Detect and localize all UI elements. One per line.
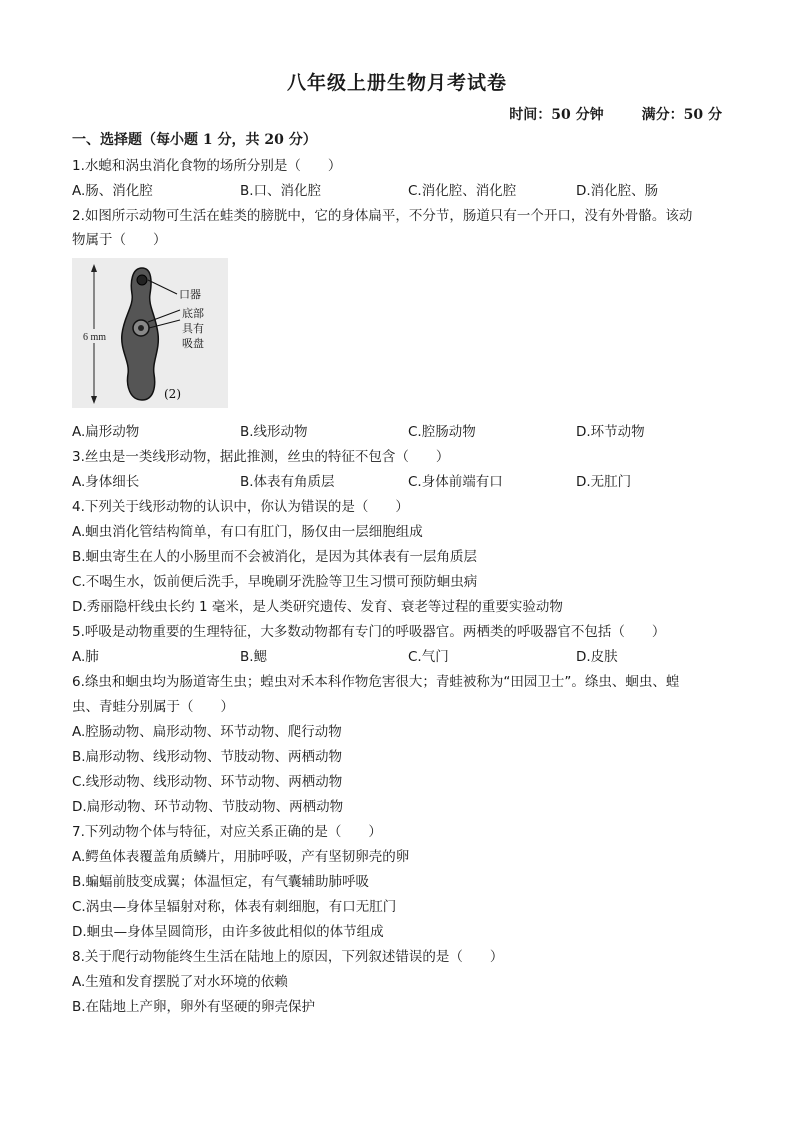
exam-meta (509, 104, 722, 124)
scale-label: 6 mm (83, 332, 107, 343)
question-2-option-a: A.扁形动物 (72, 424, 140, 440)
flatworm-figure (72, 258, 228, 408)
label-sucker-2: 具有 (182, 322, 204, 335)
question-4-stem: 4.下列关于线形动物的认识中，你认为错误的是（ ） (72, 499, 409, 515)
question-7-stem: 7.下列动物个体与特征，对应关系正确的是（ ） (72, 824, 382, 840)
question-3-option-d: D.无肛门 (576, 474, 632, 490)
question-2-option-d: D.环节动物 (576, 424, 645, 440)
question-6-stem-line-2: 虫、青蛙分别属于（ ） (72, 699, 234, 715)
question-4-option-c: C.不喝生水，饭前便后洗手，早晚刷牙洗脸等卫生习惯可预防蛔虫病 (72, 574, 478, 590)
question-8-stem: 8.关于爬行动物能终生生活在陆地上的原因，下列叙述错误的是（ ） (72, 949, 504, 965)
exam-time: 时间：50 分钟 (509, 107, 604, 123)
exam-score: 满分：50 分 (641, 107, 722, 123)
question-4-option-b: B.蛔虫寄生在人的小肠里而不会被消化，是因为其体表有一层角质层 (72, 549, 478, 565)
question-6-option-c: C.线形动物、线形动物、环节动物、两栖动物 (72, 774, 343, 790)
question-2-option-b: B.线形动物 (240, 424, 308, 440)
page-title: 八年级上册生物月考试卷 (286, 72, 507, 94)
question-7-option-d: D.蛔虫—身体呈圆筒形，由许多彼此相似的体节组成 (72, 924, 384, 940)
question-2-option-c: C.腔肠动物 (408, 424, 476, 440)
question-2-stem-line-2: 物属于（ ） (72, 232, 167, 248)
question-2-stem-line-1: 2.如图所示动物可生活在蛙类的膀胱中，它的身体扁平，不分节，肠道只有一个开口，没有外骨骼。该动 (72, 208, 693, 224)
question-1-option-d: D.消化腔、肠 (576, 183, 659, 199)
question-1-option-c: C.消化腔、消化腔 (408, 183, 517, 199)
question-6-option-a: A.腔肠动物、扁形动物、环节动物、爬行动物 (72, 724, 342, 740)
question-6-stem-line-1: 6.绦虫和蛔虫均为肠道寄生虫；蝗虫对禾本科作物危害很大；青蛙被称为“田园卫士”。绦虫、蛔虫、蝗 (72, 674, 680, 690)
question-5-option-b: B.鳃 (240, 649, 268, 665)
question-6-option-d: D.扁形动物、环节动物、节肢动物、两栖动物 (72, 799, 344, 815)
question-4-option-d: D.秀丽隐杆线虫长约 1 毫米，是人类研究遗传、发育、衰老等过程的重要实验动物 (72, 599, 563, 615)
question-3-option-c: C.身体前端有口 (408, 474, 503, 490)
question-5-option-a: A.肺 (72, 649, 99, 665)
question-7-option-a: A.鳄鱼体表覆盖角质鳞片，用肺呼吸，产有坚韧卵壳的卵 (72, 849, 410, 865)
question-8-option-b: B.在陆地上产卵，卵外有坚硬的卵壳保护 (72, 999, 316, 1015)
question-6-option-b: B.扁形动物、线形动物、节肢动物、两栖动物 (72, 749, 343, 765)
label-sucker-1: 底部 (182, 307, 204, 320)
question-8-option-a: A.生殖和发育摆脱了对水环境的依赖 (72, 974, 288, 990)
question-3-stem: 3.丝虫是一类线形动物，据此推测，丝虫的特征不包含（ ） (72, 449, 450, 465)
question-5-stem: 5.呼吸是动物重要的生理特征，大多数动物都有专门的呼吸器官。两栖类的呼吸器官不包括（ ） (72, 624, 666, 640)
question-5-option-c: C.气门 (408, 649, 449, 665)
question-4-option-a: A.蛔虫消化管结构简单，有口有肛门，肠仅由一层细胞组成 (72, 524, 423, 540)
section-heading: 一、选择题（每小题 1 分，共 20 分） (72, 132, 317, 148)
label-sucker-3: 吸盘 (182, 337, 204, 350)
question-7-option-b: B.蝙蝠前肢变成翼；体温恒定，有气囊辅助肺呼吸 (72, 874, 370, 890)
figure-number: (2) (164, 387, 181, 401)
question-3-option-b: B.体表有角质层 (240, 474, 335, 490)
question-7-option-c: C.涡虫—身体呈辐射对称，体表有刺细胞，有口无肛门 (72, 899, 397, 915)
question-5-option-d: D.皮肤 (576, 649, 618, 665)
label-mouth: 口器 (179, 288, 201, 301)
question-1-option-a: A.肠、消化腔 (72, 183, 153, 199)
question-3-option-a: A.身体细长 (72, 474, 140, 490)
question-1-stem: 1.水螅和涡虫消化食物的场所分别是（ ） (72, 158, 342, 174)
question-1-option-b: B.口、消化腔 (240, 183, 322, 199)
